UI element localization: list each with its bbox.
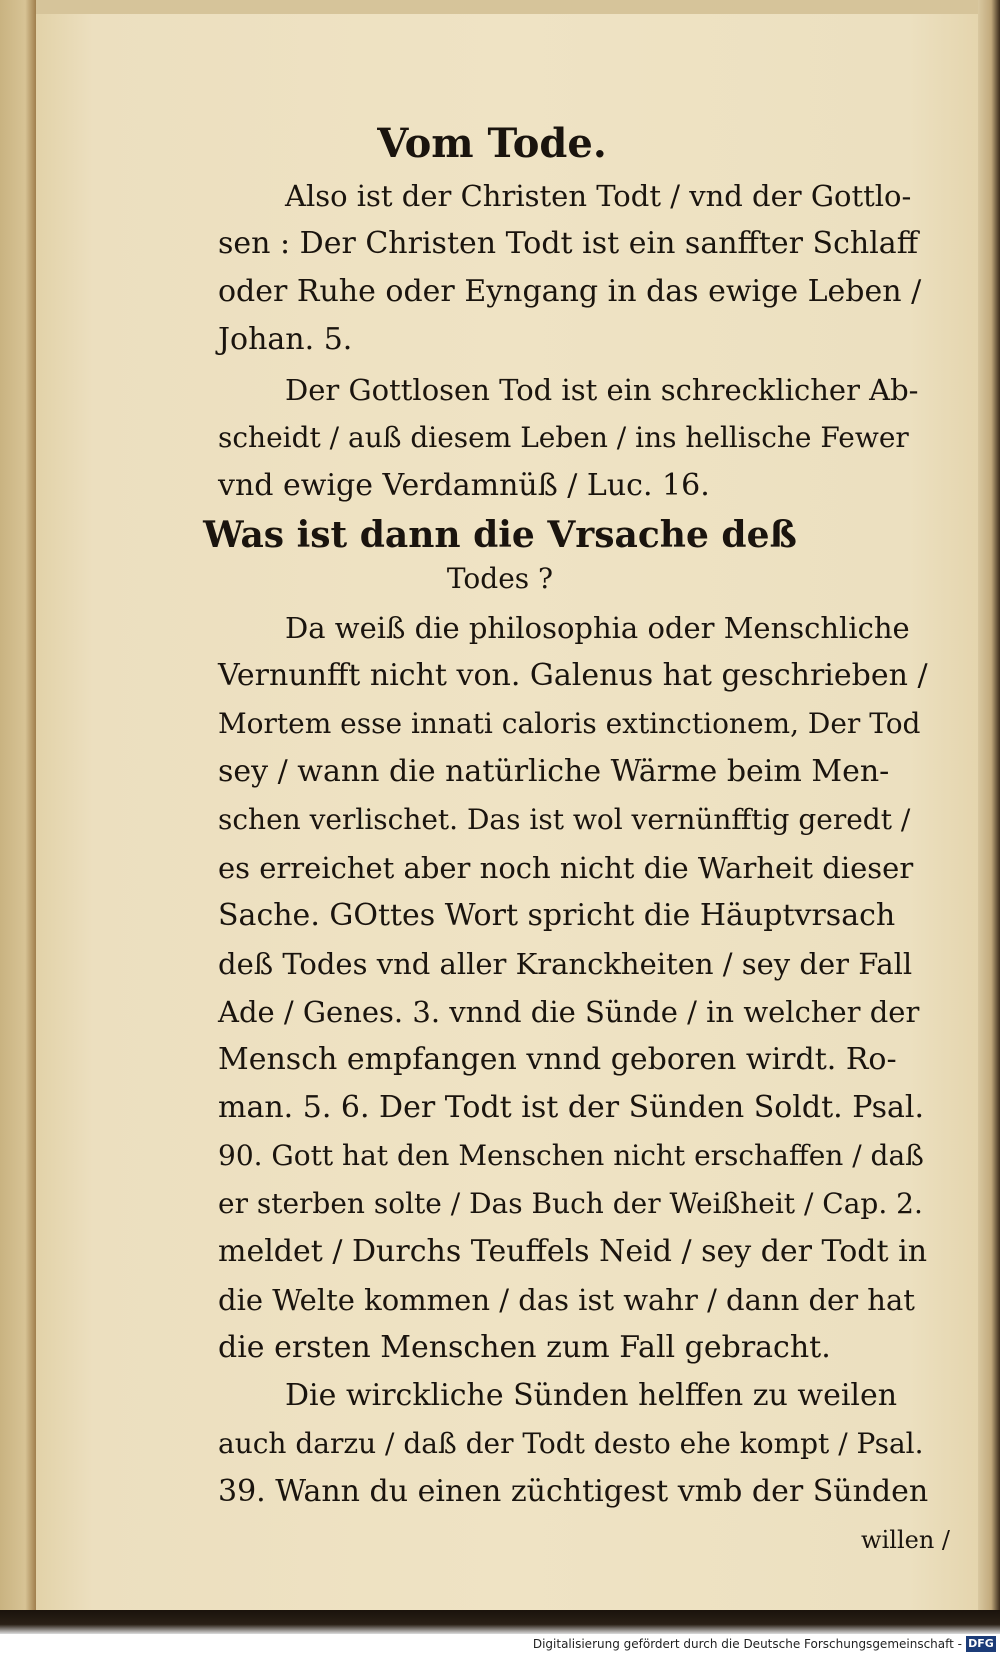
text-line: meldet / Durchs Teuffels Neid / sey der Todt in [218, 1234, 928, 1269]
text-line: Der Gottlosen Tod ist ein schrecklicher Ab- [285, 373, 919, 407]
text-line: sen : Der Christen Todt ist ein sanffter Schlaff [218, 226, 919, 261]
catchword: willen / [861, 1526, 950, 1554]
footer-credit: Digitalisierung gefördert durch die Deutsche Forschungsgemeinschaft - [532, 1637, 962, 1651]
text-line: sey / wann die natürliche Wärme beim Men- [218, 754, 890, 789]
text-line: 90. Gott hat den Menschen nicht erschaffen / daß [218, 1139, 924, 1172]
text-line: es erreichet aber noch nicht die Warheit dieser [218, 851, 914, 885]
text-line: scheidt / auß diesem Leben / ins hellische Fewer [218, 421, 909, 454]
section-heading: Was ist dann die Vrsache deß [203, 514, 797, 556]
page-right-edge [978, 0, 1000, 1610]
dfg-logo[interactable]: DFG [966, 1636, 996, 1652]
page-left-edge [0, 0, 36, 1620]
text-line: Johan. 5. [218, 322, 353, 357]
text-line: Ade / Genes. 3. vnnd die Sünde / in welcher der [218, 995, 920, 1029]
running-head: Vom Tode. [377, 120, 607, 167]
text-line: vnd ewige Verdamnüß / Luc. 16. [218, 468, 710, 503]
text-line: Mensch empfangen vnnd geboren wirdt. Ro- [218, 1042, 897, 1077]
text-line: Mortem esse innati caloris extinctionem, Der Tod [218, 707, 921, 740]
text-line: auch darzu / daß der Todt desto ehe kompt / Psal. [218, 1427, 924, 1460]
text-line: Also ist der Christen Todt / vnd der Gottlo- [285, 179, 912, 213]
text-line: Die wirckliche Sünden helffen zu weilen [285, 1378, 898, 1413]
text-line: man. 5. 6. Der Todt ist der Sünden Soldt. Psal. [218, 1090, 925, 1125]
text-line: Da weiß die philosophia oder Menschliche [285, 611, 910, 645]
text-line: die ersten Menschen zum Fall gebracht. [218, 1330, 831, 1365]
text-line: schen verlischet. Das ist wol vernünfftig geredt / [218, 803, 911, 836]
text-line: Sache. GOttes Wort spricht die Häuptvrsach [218, 898, 896, 933]
text-line: er sterben solte / Das Buch der Weißheit / Cap. 2. [218, 1187, 923, 1220]
text-line: 39. Wann du einen züchtigest vmb der Sünden [218, 1474, 929, 1509]
section-heading-continued: Todes ? [446, 562, 554, 595]
scan-bottom-edge [0, 1610, 1000, 1634]
text-line: oder Ruhe oder Eyngang in das ewige Leben / [218, 274, 922, 309]
text-line: deß Todes vnd aller Kranckheiten / sey der Fall [218, 947, 913, 981]
text-line: die Welte kommen / das ist wahr / dann der hat [218, 1283, 915, 1317]
text-line: Vernunfft nicht von. Galenus hat geschrieben / [218, 658, 928, 693]
